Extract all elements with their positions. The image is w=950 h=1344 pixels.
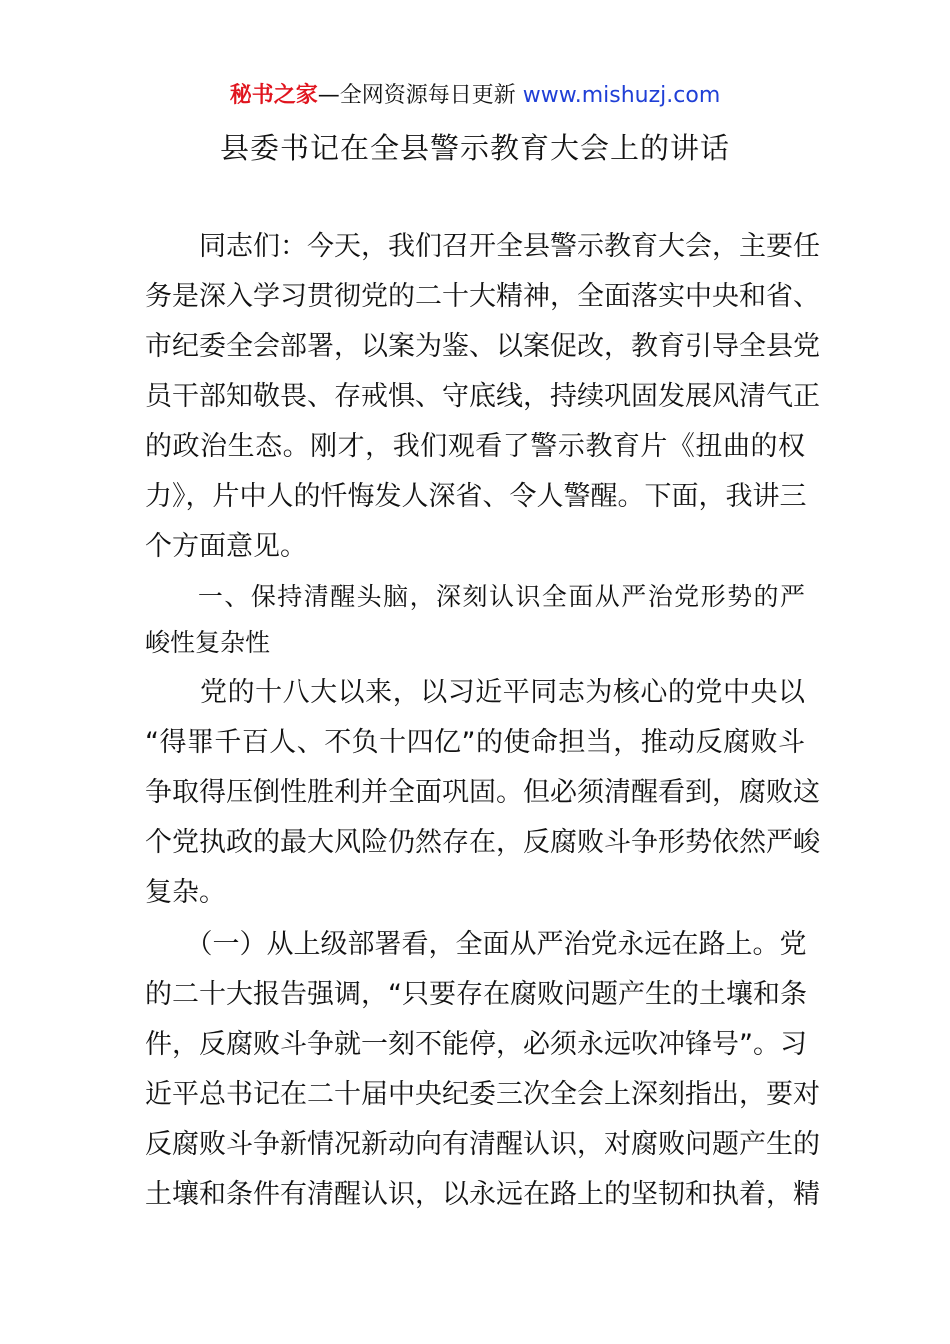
body-line: 近平总书记在二十届中央纪委三次全会上深刻指出，要对 — [145, 1079, 820, 1110]
body-line: 的二十大报告强调，“只要存在腐败问题产生的土壤和条 — [145, 979, 807, 1010]
body-line: 同志们：今天，我们召开全县警示教育大会，主要任 — [145, 231, 820, 262]
body-line: 反腐败斗争新情况新动向有清醒认识，对腐败问题产生的 — [145, 1129, 820, 1160]
body-line: 务是深入学习贯彻党的二十大精神，全面落实中央和省、 — [145, 281, 820, 312]
body-line: 党的十八大以来，以习近平同志为核心的党中央以 — [145, 677, 805, 708]
body-line: 力》，片中人的忏悔发人深省、令人警醒。下面，我讲三 — [145, 481, 807, 512]
document-title: 县委书记在全县警示教育大会上的讲话 — [219, 131, 730, 165]
site-name: 秘书之家 — [229, 83, 318, 108]
body-line: 市纪委全会部署，以案为鉴、以案促改，教育引导全县党 — [145, 331, 820, 362]
body-line: 土壤和条件有清醒认识，以永远在路上的坚韧和执着，精 — [145, 1179, 820, 1210]
body-line: 的政治生态。刚才，我们观看了警示教育片《扭曲的权 — [145, 431, 805, 462]
body-line: 个方面意见。 — [145, 531, 307, 562]
section-heading-line: 一、保持清醒头脑，深刻认识全面从严治党形势的严 — [145, 582, 805, 611]
body-line: “得罪千百人、不负十四亿”的使命担当，推动反腐败斗 — [145, 727, 805, 758]
body-line: 个党执政的最大风险仍然存在，反腐败斗争形势依然严峻 — [145, 827, 820, 858]
site-banner — [0, 80, 950, 112]
body-line: 争取得压倒性胜利并全面巩固。但必须清醒看到，腐败这 — [145, 777, 820, 808]
body-line: 员干部知敬畏、存戒惧、守底线，持续巩固发展风清气正 — [145, 381, 820, 412]
site-url[interactable]: www.mishuzj.com — [522, 83, 721, 108]
body-line: （一）从上级部署看，全面从严治党永远在路上。党 — [145, 929, 807, 960]
site-tagline: —全网资源每日更新 — [317, 83, 523, 108]
section-heading-line: 峻性复杂性 — [145, 628, 271, 657]
body-line: 件，反腐败斗争就一刻不能停，必须永远吹冲锋号”。习 — [145, 1029, 807, 1060]
body-line: 复杂。 — [145, 877, 226, 908]
